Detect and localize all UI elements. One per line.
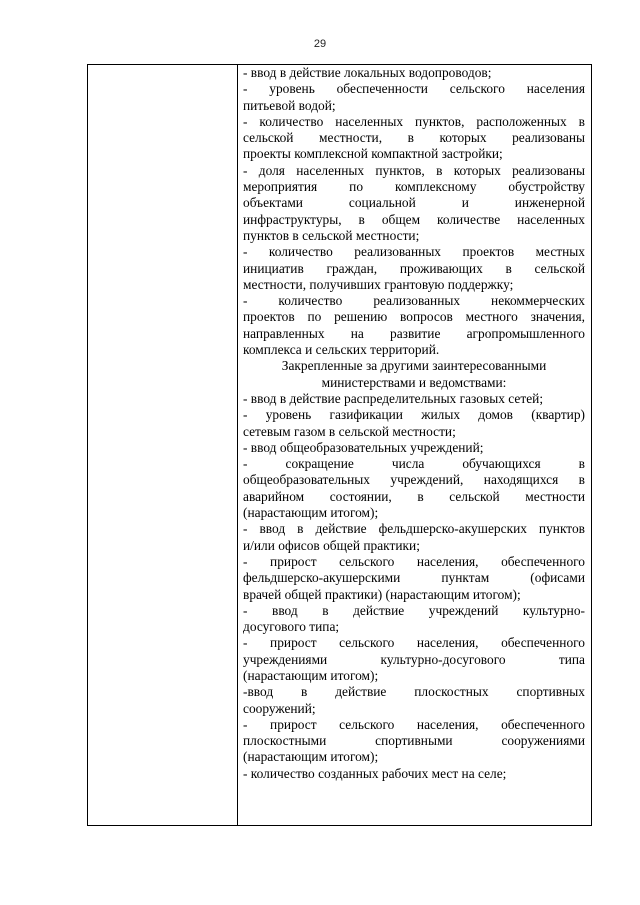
text-line: - количество реализованных некоммерческих (243, 293, 585, 309)
text-line: общеобразовательных учреждений, находящихся в (243, 472, 585, 488)
text-line: плоскостными спортивными сооружениями (243, 733, 585, 749)
text-line: - ввод в действие локальных водопроводов; (243, 65, 492, 80)
text-line: министерствами и ведомствами: (321, 374, 507, 390)
text-line: объектами социальной и инженерной (243, 195, 585, 211)
text-line: досугового типа; (243, 619, 340, 635)
text-line: сооружений; (243, 700, 316, 716)
text-line: -ввод в действие плоскостных спортивных (243, 684, 585, 700)
document-table (87, 64, 592, 826)
table-left-column (88, 65, 238, 825)
text-line: сетевым газом в сельской местности; (243, 423, 456, 439)
text-line: - прирост сельского населения, обеспеченного (243, 716, 585, 732)
text-line: местности, получивших грантовую поддержку; (243, 276, 514, 292)
text-line: - доля населенных пунктов, в которых реализованы (243, 162, 585, 178)
text-line: и/или офисов общей практики; (243, 537, 420, 553)
text-line: Закрепленные за другими заинтересованными (281, 358, 547, 374)
text-line: - прирост сельского населения, обеспеченного (243, 635, 585, 651)
text-line: - ввод в действие распределительных газовых сетей; (243, 390, 544, 406)
text-line: - уровень газификации жилых домов (квартир) (243, 407, 585, 423)
text-line: аварийном состоянии, в сельской местности (243, 488, 585, 504)
text-line: (нарастающим итогом); (243, 505, 379, 521)
text-line: инициатив граждан, проживающих в сельской (243, 260, 585, 276)
text-line: - прирост сельского населения, обеспеченного (243, 553, 585, 569)
text-line: инфраструктуры, в общем количестве населенных (243, 211, 585, 227)
text-line: проектов по решению вопросов местного значения, (243, 309, 585, 325)
text-line: направленных на развитие агропромышленного (243, 325, 585, 341)
text-line: - ввод общеобразовательных учреждений; (243, 439, 484, 455)
text-line: - сокращение числа обучающихся в (243, 456, 585, 472)
text-line: - количество населенных пунктов, расположенных в (243, 113, 585, 129)
table-right-column (238, 65, 591, 825)
text-line: (нарастающим итогом); (243, 667, 379, 683)
text-line: проекты комплексной компактной застройки; (243, 146, 503, 162)
text-line: учреждениями культурно-досугового типа (243, 651, 585, 667)
text-line: - ввод в действие учреждений культурно- (243, 602, 585, 618)
text-line: комплекса и сельских территорий. (243, 342, 440, 358)
text-line: питьевой водой; (243, 97, 336, 113)
text-line: мероприятия по комплексному обустройству (243, 179, 585, 195)
text-line: врачей общей практики) (нарастающим итогом); (243, 586, 521, 602)
text-line: сельской местности, в которых реализованы (243, 130, 585, 146)
text-line: - ввод в действие фельдшерско-акушерских пунктов (243, 521, 585, 537)
page-number: 29 (313, 38, 327, 50)
text-line: пунктов в сельской местности; (243, 227, 420, 243)
text-line: - уровень обеспеченности сельского населения (243, 81, 585, 97)
text-line: фельдшерско-акушерскими пунктам (офисами (243, 570, 585, 586)
text-line: - количество созданных рабочих мест на селе; (243, 765, 507, 781)
text-line: (нарастающим итогом); (243, 749, 379, 765)
text-line: - количество реализованных проектов местных (243, 244, 585, 260)
